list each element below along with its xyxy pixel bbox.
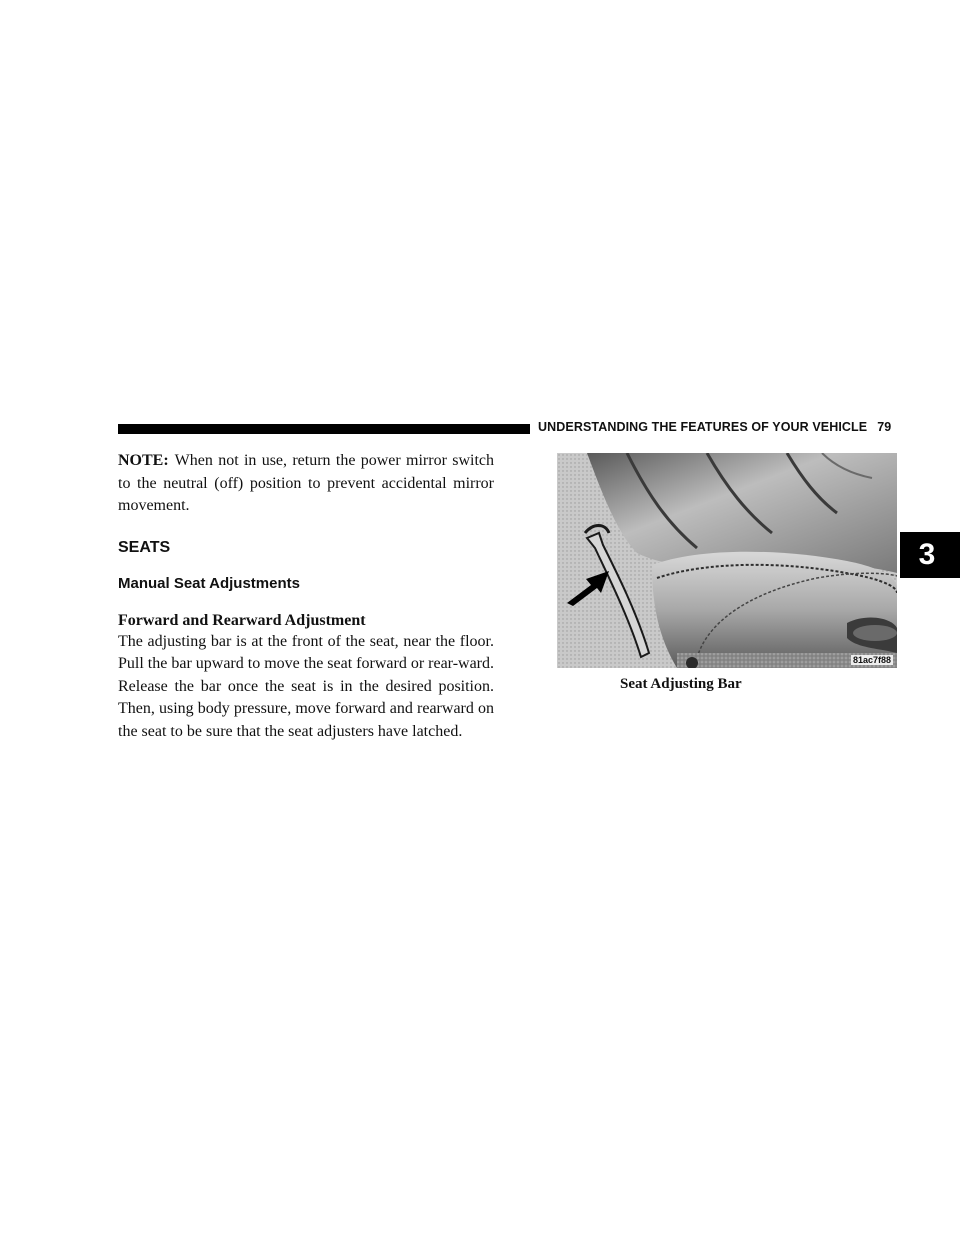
chapter-number: 3 bbox=[918, 538, 936, 571]
sub-subheading: Forward and Rearward Adjustment bbox=[118, 611, 366, 629]
subsection-heading: Manual Seat Adjustments bbox=[118, 574, 300, 592]
figure-caption: Seat Adjusting Bar bbox=[620, 676, 742, 692]
main-column bbox=[118, 450, 494, 743]
chapter-tab bbox=[900, 532, 960, 578]
seat-illustration-icon bbox=[557, 453, 897, 668]
chapter-title: UNDERSTANDING THE FEATURES OF YOUR VEHICLE bbox=[538, 420, 868, 434]
header-rule bbox=[118, 424, 530, 434]
note-label: NOTE: bbox=[118, 452, 169, 469]
figure-code: 81ac7f88 bbox=[852, 655, 891, 665]
running-header bbox=[538, 420, 891, 434]
body-paragraph: The adjusting bar is at the front of the seat, near the floor. Pull the bar upward to move the seat forward or rear-ward. Release the bar once the seat is in the desired position. Then, using body pressure, move forward and rearward on the seat to be sure that the seat adjusters have latched. bbox=[118, 632, 494, 740]
note-text: When not in use, return the power mirror switch to the neutral (off) position to prevent accidental mirror movement. bbox=[118, 452, 494, 514]
page-number: 79 bbox=[877, 420, 892, 434]
seat-adjusting-bar-figure bbox=[557, 453, 897, 668]
note-paragraph bbox=[118, 450, 494, 518]
section-heading: SEATS bbox=[118, 538, 171, 556]
